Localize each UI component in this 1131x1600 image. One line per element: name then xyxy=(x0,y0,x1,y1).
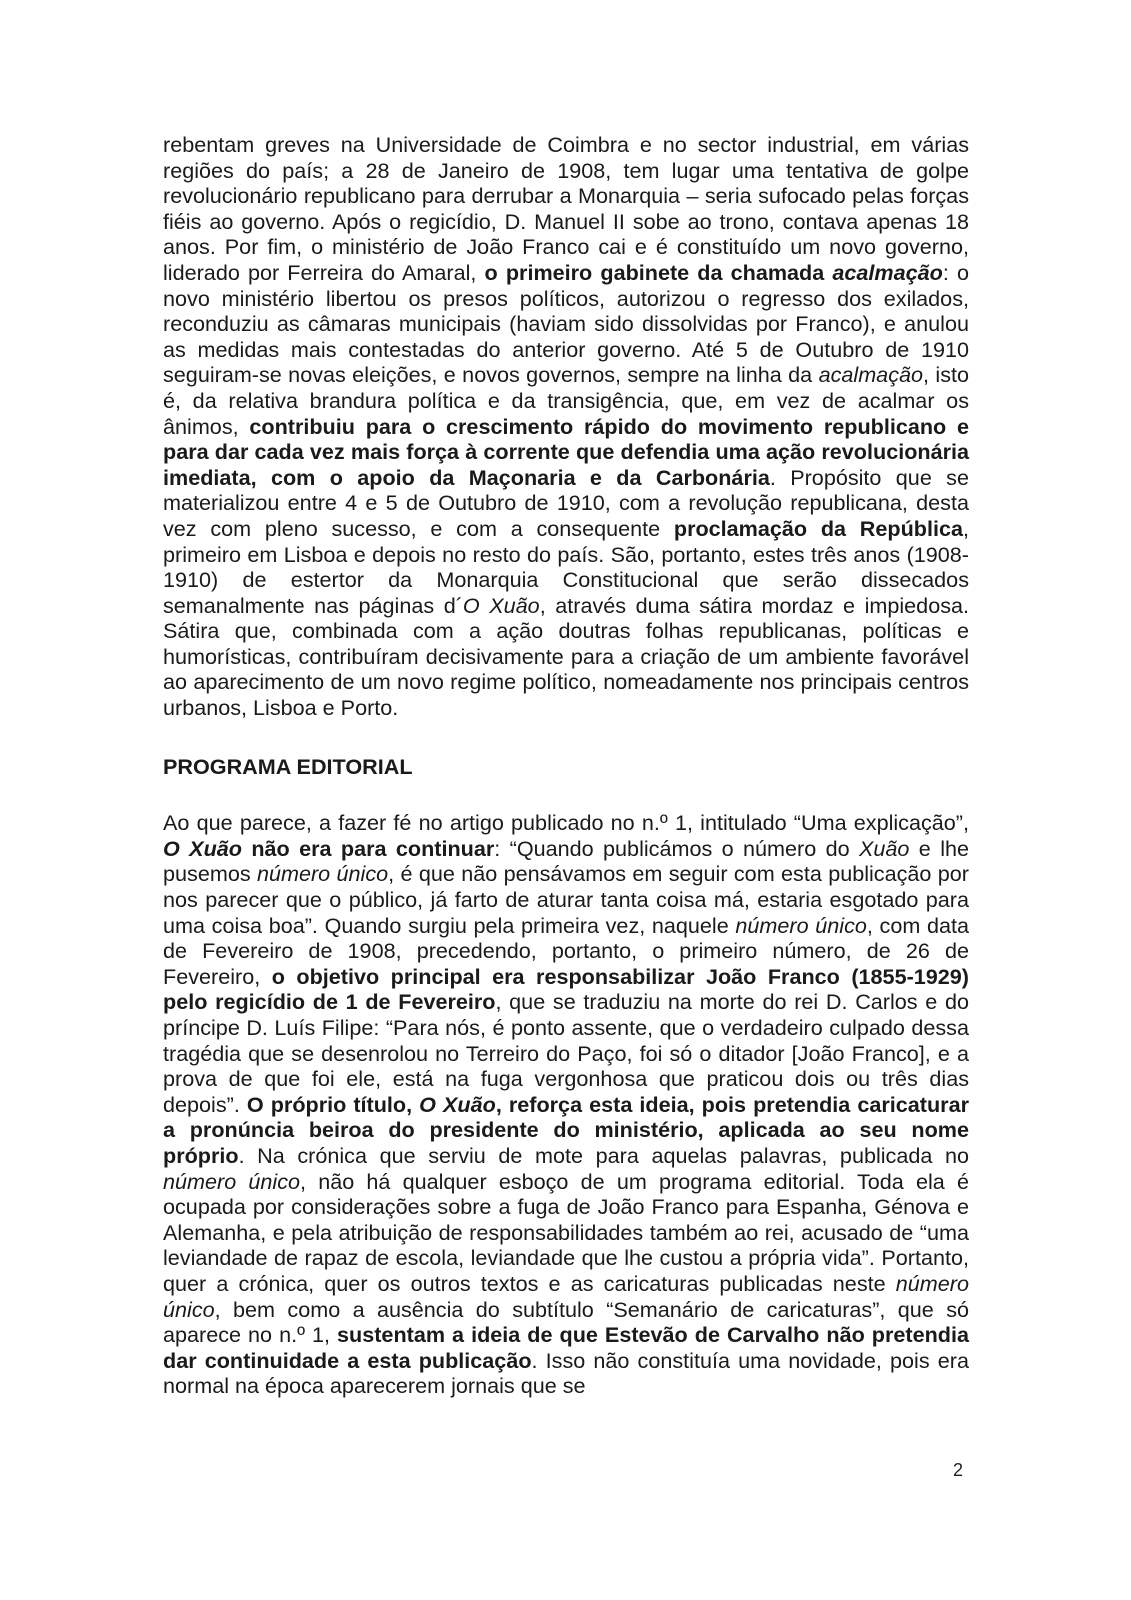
text-run: , bem como a ausência do subtítulo “Semanário de caricaturas”, que só aparece no n.º 1, xyxy=(163,1296,969,1348)
text-run: proclamação da República xyxy=(673,515,963,541)
page-body xyxy=(163,132,969,1399)
text-run: . Na crónica que serviu de mote para aquelas palavras, publicada no xyxy=(238,1142,969,1168)
text-run: , com data de Fevereiro de 1908, precedendo, portanto, o primeiro número, de 26 de Fevereiro, xyxy=(163,912,970,989)
text-run: O Xuão xyxy=(462,592,540,618)
text-run: o primeiro gabinete da chamada xyxy=(484,259,833,285)
text-run: . Propósito que se materializou entre 4 e 5 de Outubro de 1910, com a revolução republicana, desta vez com pleno sucesso, e com a consequente xyxy=(163,464,969,541)
text-run: rebentam greves na Universidade de Coimbra e no sector industrial, em várias regiões do país; a 28 de Janeiro de 1908, tem lugar uma tentativa de golpe revolucionário republicano para derrubar a Monarquia – seria sufocado pelas forças fiéis ao governo. Após o regicídio, D. Manuel II sobe ao trono, contava apenas 18 anos. Por fim, o ministério de João Franco cai e é constituído um novo governo, liderado por Ferreira do Amaral, xyxy=(163,132,969,285)
text-run: contribuiu para o crescimento rápido do movimento republicano e para dar cada vez mais força à corrente que defendia uma ação revolucionária imediata, com o apoio da Maçonaria e da Carbonária xyxy=(163,413,969,490)
text-run: número único xyxy=(163,1270,969,1322)
text-run: Ao que parece, a fazer fé no artigo publicado no n.º 1, intitulado “Uma explicação”, xyxy=(163,810,969,836)
page-number: 2 xyxy=(953,1460,964,1480)
text-run: O Xuão xyxy=(419,1091,496,1117)
text-run: o objetivo principal era responsabilizar João Franco (1855-1929) pelo regicídio de 1 de Fevereiro xyxy=(163,963,969,1015)
text-run: , reforça esta ideia, pois pretendia caricaturar a pronúncia beiroa do presidente do ministério, aplicada ao seu nome próprio xyxy=(163,1091,969,1168)
text-run: e lhe pusemos xyxy=(163,835,970,887)
text-run: , isto é, da relativa brandura política e da transigência, que, em vez de acalmar os ânimos, xyxy=(163,362,969,439)
text-run: , através duma sátira mordaz e impiedosa. Sátira que, combinada com a ação doutras folhas republicanas, políticas e humorísticas, contribuíram decisivamente para a criação de um ambiente favorável ao aparecimento de um novo regime político, nomeadamente nos principais centros urbanos, Lisboa e Porto. xyxy=(163,592,970,721)
text-run: acalmação xyxy=(832,259,943,285)
text-run: . Isso não constituía uma novidade, pois era normal na época aparecerem jornais que se xyxy=(163,1347,969,1399)
text-run: , que se traduziu na morte do rei D. Carlos e do príncipe D. Luís Filipe: “Para nós, é ponto assente, que o verdadeiro culpado dessa tragédia que se desenrolou no Terreiro do Paço, foi só o ditador [João Franco], e a prova de que foi ele, está na fuga vergonhosa que praticou dois ou três dias depois”. xyxy=(163,989,970,1117)
text-run: número único xyxy=(163,1168,301,1194)
text-run: não era para continuar xyxy=(241,835,495,861)
text-run: acalmação xyxy=(818,362,924,388)
text-run: Xuão xyxy=(859,835,910,861)
body-paragraph xyxy=(163,810,969,1399)
section-heading: PROGRAMA EDITORIAL xyxy=(163,753,413,779)
text-run: , é que não pensávamos em seguir com esta publicação por nos parecer que o público, já farto de aturar tanta coisa má, estaria esgotado para uma coisa boa”. Quando surgiu pela primeira vez, naquele xyxy=(163,861,969,938)
text-run: , primeiro em Lisboa e depois no resto do país. São, portanto, estes três anos (1908-1910) de estertor da Monarquia Constitucional que serão dissecados semanalmente nas páginas d´ xyxy=(163,515,969,618)
text-run: : o novo ministério libertou os presos políticos, autorizou o regresso dos exilados, reconduziu as câmaras municipais (haviam sido dissolvidas por Franco), e anulou as medidas mais contestadas do anterior governo. Até 5 de Outubro de 1910 seguiram-se novas eleições, e novos governos, sempre na linha da xyxy=(163,259,969,388)
text-run: : “Quando publicámos o número do xyxy=(494,835,859,861)
body-paragraph xyxy=(163,132,969,721)
text-run: O Xuão xyxy=(163,835,242,861)
text-run: número único xyxy=(735,912,867,938)
text-run: sustentam a ideia de que Estevão de Carvalho não pretendia dar continuidade a esta publicação xyxy=(163,1322,969,1373)
text-run: , não há qualquer esboço de um programa editorial. Toda ela é ocupada por considerações sobre a fuga de João Franco para Espanha, Génova e Alemanha, e pela atribuição de responsabilidades também ao rei, acusado de “uma leviandade de rapaz de escola, leviandade que lhe custou a própria vida”. Portanto, quer a crónica, quer os outros textos e as caricaturas publicadas neste xyxy=(163,1168,969,1296)
text-run: O próprio título, xyxy=(246,1091,420,1117)
text-run: número único xyxy=(256,861,389,887)
